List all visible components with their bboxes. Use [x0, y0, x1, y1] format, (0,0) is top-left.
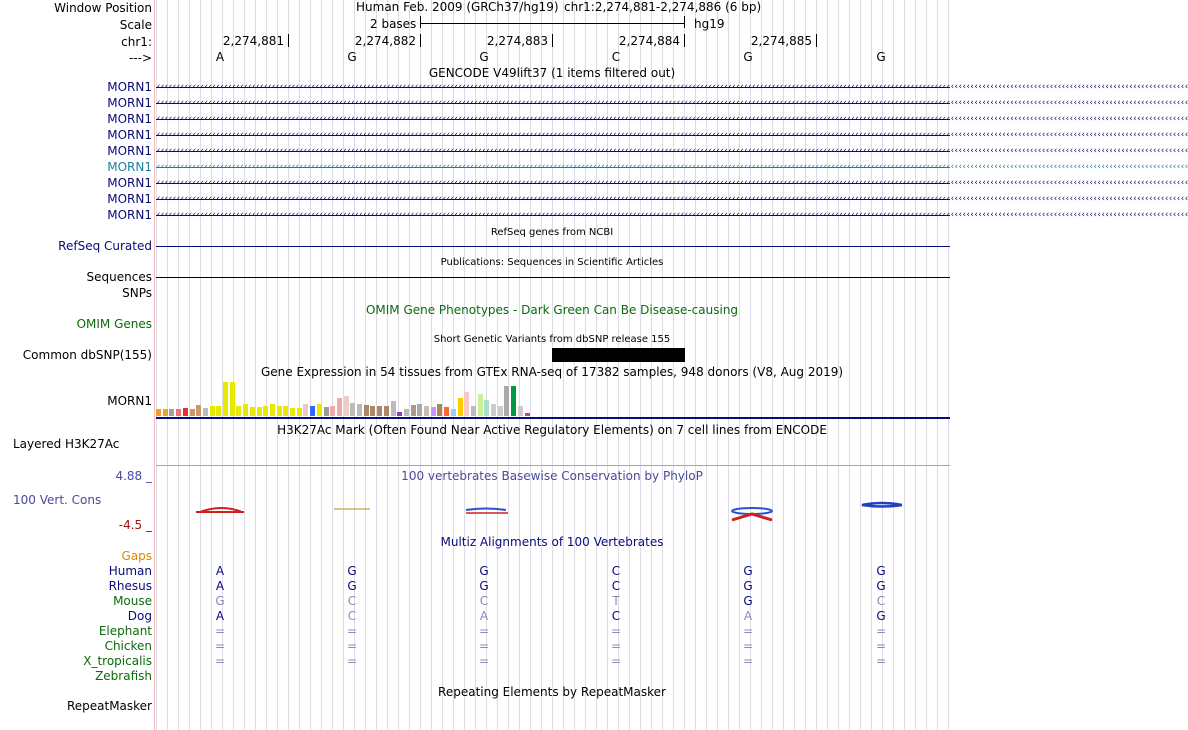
gencode-item-label[interactable]: MORN1 [107, 96, 152, 110]
gtex-bar[interactable] [384, 406, 389, 416]
grid-line [937, 0, 938, 730]
alignment-base: G [479, 579, 489, 593]
alignment-base: = [875, 639, 887, 653]
gtex-bar[interactable] [511, 386, 516, 416]
alignment-base: C [876, 594, 886, 608]
coordinate-label: 2,274,883 [486, 34, 548, 48]
gtex-bar[interactable] [478, 394, 483, 416]
gtex-bar[interactable] [370, 406, 375, 416]
alignment-base: = [214, 639, 226, 653]
reference-base: C [611, 50, 621, 64]
grid-line [189, 0, 190, 730]
gtex-bar[interactable] [417, 404, 422, 416]
grid-line [211, 0, 212, 730]
h3k27ac-baseline [156, 465, 950, 466]
grid-line [871, 0, 872, 730]
gtex-bar[interactable] [444, 407, 449, 416]
gencode-transcript[interactable]: ‹‹‹‹‹‹‹‹‹‹‹‹‹‹‹‹‹‹‹‹‹‹‹‹‹‹‹‹‹‹‹‹‹‹‹‹‹‹‹‹‹‹‹‹‹‹‹‹‹‹‹‹‹‹‹‹‹‹‹‹‹‹‹‹‹‹‹‹‹‹‹‹‹‹‹‹‹‹‹‹‹‹‹‹‹‹‹‹‹‹‹‹‹‹‹‹‹‹‹‹‹‹‹‹‹‹‹‹‹‹‹‹‹‹‹‹‹‹‹‹‹‹‹‹‹‹‹‹‹‹‹‹‹‹‹‹‹‹‹‹‹‹‹‹‹‹‹‹‹‹‹‹‹‹‹‹‹‹‹‹‹‹‹‹‹‹‹‹‹‹‹‹‹‹‹‹‹‹‹‹‹‹‹‹‹‹‹‹‹‹‹‹‹‹‹‹‹‹‹‹‹‹‹‹‹‹‹‹‹‹‹‹‹‹‹‹‹‹‹‹‹‹‹‹‹‹‹‹‹‹‹‹‹‹‹‹‹‹‹‹‹‹‹‹‹‹‹‹‹‹‹‹‹‹‹‹‹‹‹‹ [156, 210, 1188, 220]
gtex-label[interactable]: MORN1 [107, 394, 152, 408]
label-divider [154, 0, 155, 730]
phylop-title: 100 vertebrates Basewise Conservation by PhyloP [401, 469, 703, 483]
gtex-bar[interactable] [270, 404, 275, 416]
pubs-line[interactable] [156, 277, 950, 278]
species-label-chicken[interactable]: Chicken [104, 639, 152, 653]
phylop-logos [156, 498, 950, 524]
gtex-bar[interactable] [431, 407, 436, 416]
phylop-label[interactable]: 100 Vert. Cons [13, 493, 102, 507]
gencode-item-label[interactable]: MORN1 [107, 128, 152, 142]
gencode-transcript[interactable]: ‹‹‹‹‹‹‹‹‹‹‹‹‹‹‹‹‹‹‹‹‹‹‹‹‹‹‹‹‹‹‹‹‹‹‹‹‹‹‹‹‹‹‹‹‹‹‹‹‹‹‹‹‹‹‹‹‹‹‹‹‹‹‹‹‹‹‹‹‹‹‹‹‹‹‹‹‹‹‹‹‹‹‹‹‹‹‹‹‹‹‹‹‹‹‹‹‹‹‹‹‹‹‹‹‹‹‹‹‹‹‹‹‹‹‹‹‹‹‹‹‹‹‹‹‹‹‹‹‹‹‹‹‹‹‹‹‹‹‹‹‹‹‹‹‹‹‹‹‹‹‹‹‹‹‹‹‹‹‹‹‹‹‹‹‹‹‹‹‹‹‹‹‹‹‹‹‹‹‹‹‹‹‹‹‹‹‹‹‹‹‹‹‹‹‹‹‹‹‹‹‹‹‹‹‹‹‹‹‹‹‹‹‹‹‹‹‹‹‹‹‹‹‹‹‹‹‹‹‹‹‹‹‹‹‹‹‹‹‹‹‹‹‹‹‹‹‹‹‹‹‹‹‹‹‹‹‹‹‹‹ [156, 98, 1188, 108]
gtex-bar[interactable] [377, 406, 382, 416]
reference-base: G [743, 50, 753, 64]
gtex-bar[interactable] [169, 409, 174, 416]
species-label-rhesus[interactable]: Rhesus [108, 579, 152, 593]
gtex-bar[interactable] [297, 408, 302, 416]
phylop-max: 4.88 _ [115, 469, 152, 483]
coordinate-tick [816, 34, 817, 47]
gtex-bar[interactable] [451, 409, 456, 416]
alignment-base: C [347, 594, 357, 608]
gtex-bar[interactable] [464, 392, 469, 416]
alignment-base: G [876, 564, 886, 578]
species-label-human[interactable]: Human [108, 564, 152, 578]
omim-label[interactable]: OMIM Genes [76, 317, 152, 331]
species-label-dog[interactable]: Dog [127, 609, 152, 623]
alignment-base: C [611, 579, 621, 593]
scale-bar [420, 23, 684, 24]
refseq-label[interactable]: RefSeq Curated [58, 239, 152, 253]
track-labels [0, 0, 154, 730]
alignment-base: = [478, 624, 490, 638]
alignment-base: C [479, 594, 489, 608]
gtex-bar[interactable] [357, 404, 362, 416]
phylop-base-1 [196, 508, 244, 512]
gtex-bar[interactable] [163, 409, 168, 416]
coordinate-tick [684, 34, 685, 47]
gtex-bar[interactable] [283, 406, 288, 416]
gtex-bar[interactable] [525, 413, 530, 416]
gtex-bar[interactable] [176, 409, 181, 416]
alignment-base: G [347, 579, 357, 593]
gtex-bar[interactable] [391, 401, 396, 416]
pubs-title: Publications: Sequences in Scientific Articles [440, 257, 664, 268]
alignment-base: C [347, 609, 357, 623]
refseq-gene-line[interactable] [156, 246, 950, 247]
gencode-item-label[interactable]: MORN1 [107, 176, 152, 190]
gencode-item-label[interactable]: MORN1 [107, 144, 152, 158]
gtex-bar[interactable] [156, 409, 161, 416]
gtex-bar[interactable] [491, 404, 496, 416]
scale-bar-left-tick [420, 16, 421, 28]
alignment-base: = [610, 639, 622, 653]
gtex-bar[interactable] [250, 407, 255, 416]
gencode-transcript[interactable]: ‹‹‹‹‹‹‹‹‹‹‹‹‹‹‹‹‹‹‹‹‹‹‹‹‹‹‹‹‹‹‹‹‹‹‹‹‹‹‹‹‹‹‹‹‹‹‹‹‹‹‹‹‹‹‹‹‹‹‹‹‹‹‹‹‹‹‹‹‹‹‹‹‹‹‹‹‹‹‹‹‹‹‹‹‹‹‹‹‹‹‹‹‹‹‹‹‹‹‹‹‹‹‹‹‹‹‹‹‹‹‹‹‹‹‹‹‹‹‹‹‹‹‹‹‹‹‹‹‹‹‹‹‹‹‹‹‹‹‹‹‹‹‹‹‹‹‹‹‹‹‹‹‹‹‹‹‹‹‹‹‹‹‹‹‹‹‹‹‹‹‹‹‹‹‹‹‹‹‹‹‹‹‹‹‹‹‹‹‹‹‹‹‹‹‹‹‹‹‹‹‹‹‹‹‹‹‹‹‹‹‹‹‹‹‹‹‹‹‹‹‹‹‹‹‹‹‹‹‹‹‹‹‹‹‹‹‹‹‹‹‹‹‹‹‹‹‹‹‹‹‹‹‹‹‹‹‹‹‹‹ [156, 146, 1188, 156]
gtex-bar[interactable] [210, 406, 215, 416]
gtex-bar[interactable] [230, 382, 235, 416]
grid-line [849, 0, 850, 730]
gencode-item-label[interactable]: MORN1 [107, 208, 152, 222]
alignment-base: G [479, 564, 489, 578]
gtex-bar[interactable] [344, 396, 349, 416]
scale-label: Scale [119, 18, 152, 32]
alignment-base: = [875, 624, 887, 638]
browser-image[interactable] [156, 0, 1188, 730]
gtex-bar[interactable] [303, 404, 308, 416]
gencode-transcript[interactable]: ‹‹‹‹‹‹‹‹‹‹‹‹‹‹‹‹‹‹‹‹‹‹‹‹‹‹‹‹‹‹‹‹‹‹‹‹‹‹‹‹‹‹‹‹‹‹‹‹‹‹‹‹‹‹‹‹‹‹‹‹‹‹‹‹‹‹‹‹‹‹‹‹‹‹‹‹‹‹‹‹‹‹‹‹‹‹‹‹‹‹‹‹‹‹‹‹‹‹‹‹‹‹‹‹‹‹‹‹‹‹‹‹‹‹‹‹‹‹‹‹‹‹‹‹‹‹‹‹‹‹‹‹‹‹‹‹‹‹‹‹‹‹‹‹‹‹‹‹‹‹‹‹‹‹‹‹‹‹‹‹‹‹‹‹‹‹‹‹‹‹‹‹‹‹‹‹‹‹‹‹‹‹‹‹‹‹‹‹‹‹‹‹‹‹‹‹‹‹‹‹‹‹‹‹‹‹‹‹‹‹‹‹‹‹‹‹‹‹‹‹‹‹‹‹‹‹‹‹‹‹‹‹‹‹‹‹‹‹‹‹‹‹‹‹‹‹‹‹‹‹‹‹‹‹‹‹‹‹‹‹ [156, 162, 1188, 172]
gtex-bar[interactable] [498, 406, 503, 416]
grid-line [860, 0, 861, 730]
gtex-gene-line [156, 417, 950, 419]
gtex-bar[interactable] [236, 406, 241, 416]
alignment-base: = [346, 624, 358, 638]
alignment-base: G [743, 564, 753, 578]
gencode-transcript[interactable]: ‹‹‹‹‹‹‹‹‹‹‹‹‹‹‹‹‹‹‹‹‹‹‹‹‹‹‹‹‹‹‹‹‹‹‹‹‹‹‹‹‹‹‹‹‹‹‹‹‹‹‹‹‹‹‹‹‹‹‹‹‹‹‹‹‹‹‹‹‹‹‹‹‹‹‹‹‹‹‹‹‹‹‹‹‹‹‹‹‹‹‹‹‹‹‹‹‹‹‹‹‹‹‹‹‹‹‹‹‹‹‹‹‹‹‹‹‹‹‹‹‹‹‹‹‹‹‹‹‹‹‹‹‹‹‹‹‹‹‹‹‹‹‹‹‹‹‹‹‹‹‹‹‹‹‹‹‹‹‹‹‹‹‹‹‹‹‹‹‹‹‹‹‹‹‹‹‹‹‹‹‹‹‹‹‹‹‹‹‹‹‹‹‹‹‹‹‹‹‹‹‹‹‹‹‹‹‹‹‹‹‹‹‹‹‹‹‹‹‹‹‹‹‹‹‹‹‹‹‹‹‹‹‹‹‹‹‹‹‹‹‹‹‹‹‹‹‹‹‹‹‹‹‹‹‹‹‹‹‹‹ [156, 114, 1188, 124]
phylop-base-5 [862, 503, 902, 507]
alignment-base: = [610, 654, 622, 668]
alignment-base: = [346, 654, 358, 668]
grid-line [926, 0, 927, 730]
alignment-base: A [215, 579, 225, 593]
coordinate-tick [552, 34, 553, 47]
gtex-bar[interactable] [317, 404, 322, 416]
gtex-bar[interactable] [183, 408, 188, 416]
grid-line [178, 0, 179, 730]
alignment-base: C [611, 609, 621, 623]
chrom-label: chr1: [121, 35, 152, 49]
reference-base: G [876, 50, 886, 64]
alignment-base: G [876, 579, 886, 593]
gtex-bar[interactable] [484, 400, 489, 416]
dbsnp-variant[interactable] [552, 348, 685, 362]
alignment-base: A [479, 609, 489, 623]
snps-label[interactable]: SNPs [122, 286, 152, 300]
coordinate-tick [288, 34, 289, 47]
omim-title: OMIM Gene Phenotypes - Dark Green Can Be Disease-causing [365, 303, 739, 317]
gtex-bar[interactable] [458, 398, 463, 416]
scale-bar-right-tick [684, 16, 685, 28]
position-text: chr1:2,274,881-2,274,886 (6 bp) [564, 0, 762, 14]
alignment-base: A [215, 609, 225, 623]
dbsnp-title: Short Genetic Variants from dbSNP release 155 [433, 334, 671, 345]
h3k27ac-title: H3K27Ac Mark (Often Found Near Active Regulatory Elements) on 7 cell lines from ENCODE [277, 423, 827, 437]
alignment-base: = [742, 654, 754, 668]
refseq-title: RefSeq genes from NCBI [490, 227, 614, 238]
species-label-elephant[interactable]: Elephant [98, 624, 152, 638]
gtex-bar[interactable] [404, 409, 409, 416]
gencode-item-label[interactable]: MORN1 [107, 192, 152, 206]
alignment-base: G [743, 579, 753, 593]
gencode-transcript[interactable]: ‹‹‹‹‹‹‹‹‹‹‹‹‹‹‹‹‹‹‹‹‹‹‹‹‹‹‹‹‹‹‹‹‹‹‹‹‹‹‹‹‹‹‹‹‹‹‹‹‹‹‹‹‹‹‹‹‹‹‹‹‹‹‹‹‹‹‹‹‹‹‹‹‹‹‹‹‹‹‹‹‹‹‹‹‹‹‹‹‹‹‹‹‹‹‹‹‹‹‹‹‹‹‹‹‹‹‹‹‹‹‹‹‹‹‹‹‹‹‹‹‹‹‹‹‹‹‹‹‹‹‹‹‹‹‹‹‹‹‹‹‹‹‹‹‹‹‹‹‹‹‹‹‹‹‹‹‹‹‹‹‹‹‹‹‹‹‹‹‹‹‹‹‹‹‹‹‹‹‹‹‹‹‹‹‹‹‹‹‹‹‹‹‹‹‹‹‹‹‹‹‹‹‹‹‹‹‹‹‹‹‹‹‹‹‹‹‹‹‹‹‹‹‹‹‹‹‹‹‹‹‹‹‹‹‹‹‹‹‹‹‹‹‹‹‹‹‹‹‹‹‹‹‹‹‹‹‹‹‹‹ [156, 178, 1188, 188]
gtex-bar[interactable] [364, 405, 369, 416]
gtex-bar[interactable] [337, 398, 342, 416]
gtex-bar[interactable] [243, 404, 248, 416]
reference-base: G [347, 50, 357, 64]
coordinate-label: 2,274,882 [354, 34, 416, 48]
phylop-base-3 [466, 509, 508, 514]
grid-line [893, 0, 894, 730]
scale-db: hg19 [694, 17, 725, 31]
gtex-bar[interactable] [223, 382, 228, 416]
alignment-base: G [743, 594, 753, 608]
grid-line [156, 0, 157, 730]
alignment-base: A [743, 609, 753, 623]
repeat-title: Repeating Elements by RepeatMasker [438, 685, 666, 699]
scale-value: 2 bases [370, 17, 417, 31]
grid-line [244, 0, 245, 730]
gtex-bar[interactable] [424, 406, 429, 416]
grid-line [915, 0, 916, 730]
gtex-bar-chart[interactable] [156, 380, 556, 416]
alignment-base: = [875, 654, 887, 668]
window-position-label: Window Position [54, 1, 152, 15]
alignment-base: T [612, 594, 620, 608]
grid-line [200, 0, 201, 730]
gtex-bar[interactable] [471, 406, 476, 416]
grid-line [233, 0, 234, 730]
gtex-bar[interactable] [324, 407, 329, 416]
multiz-title: Multiz Alignments of 100 Vertebrates [440, 535, 664, 549]
grid-line [255, 0, 256, 730]
gtex-bar[interactable] [190, 409, 195, 416]
dbsnp-label[interactable]: Common dbSNP(155) [22, 348, 152, 362]
gtex-bar[interactable] [330, 406, 335, 416]
alignment-base: = [478, 639, 490, 653]
species-label-zebrafish[interactable]: Zebrafish [95, 669, 152, 683]
gencode-transcript[interactable]: ‹‹‹‹‹‹‹‹‹‹‹‹‹‹‹‹‹‹‹‹‹‹‹‹‹‹‹‹‹‹‹‹‹‹‹‹‹‹‹‹‹‹‹‹‹‹‹‹‹‹‹‹‹‹‹‹‹‹‹‹‹‹‹‹‹‹‹‹‹‹‹‹‹‹‹‹‹‹‹‹‹‹‹‹‹‹‹‹‹‹‹‹‹‹‹‹‹‹‹‹‹‹‹‹‹‹‹‹‹‹‹‹‹‹‹‹‹‹‹‹‹‹‹‹‹‹‹‹‹‹‹‹‹‹‹‹‹‹‹‹‹‹‹‹‹‹‹‹‹‹‹‹‹‹‹‹‹‹‹‹‹‹‹‹‹‹‹‹‹‹‹‹‹‹‹‹‹‹‹‹‹‹‹‹‹‹‹‹‹‹‹‹‹‹‹‹‹‹‹‹‹‹‹‹‹‹‹‹‹‹‹‹‹‹‹‹‹‹‹‹‹‹‹‹‹‹‹‹‹‹‹‹‹‹‹‹‹‹‹‹‹‹‹‹‹‹‹‹‹‹‹‹‹‹‹‹‹‹‹‹ [156, 194, 1188, 204]
gtex-bar[interactable] [216, 406, 221, 416]
species-label-mouse[interactable]: Mouse [113, 594, 152, 608]
gencode-transcript[interactable]: ‹‹‹‹‹‹‹‹‹‹‹‹‹‹‹‹‹‹‹‹‹‹‹‹‹‹‹‹‹‹‹‹‹‹‹‹‹‹‹‹‹‹‹‹‹‹‹‹‹‹‹‹‹‹‹‹‹‹‹‹‹‹‹‹‹‹‹‹‹‹‹‹‹‹‹‹‹‹‹‹‹‹‹‹‹‹‹‹‹‹‹‹‹‹‹‹‹‹‹‹‹‹‹‹‹‹‹‹‹‹‹‹‹‹‹‹‹‹‹‹‹‹‹‹‹‹‹‹‹‹‹‹‹‹‹‹‹‹‹‹‹‹‹‹‹‹‹‹‹‹‹‹‹‹‹‹‹‹‹‹‹‹‹‹‹‹‹‹‹‹‹‹‹‹‹‹‹‹‹‹‹‹‹‹‹‹‹‹‹‹‹‹‹‹‹‹‹‹‹‹‹‹‹‹‹‹‹‹‹‹‹‹‹‹‹‹‹‹‹‹‹‹‹‹‹‹‹‹‹‹‹‹‹‹‹‹‹‹‹‹‹‹‹‹‹‹‹‹‹‹‹‹‹‹‹‹‹‹‹‹ [156, 82, 1188, 92]
phylop-min: -4.5 _ [118, 518, 152, 532]
gtex-bar[interactable] [504, 386, 509, 416]
coordinate-label: 2,274,881 [222, 34, 284, 48]
coordinate-tick [420, 34, 421, 47]
alignment-base: = [742, 624, 754, 638]
reference-base: A [215, 50, 225, 64]
reference-base: G [479, 50, 489, 64]
alignment-base: = [742, 639, 754, 653]
gtex-bar[interactable] [290, 408, 295, 416]
gencode-transcript[interactable]: ‹‹‹‹‹‹‹‹‹‹‹‹‹‹‹‹‹‹‹‹‹‹‹‹‹‹‹‹‹‹‹‹‹‹‹‹‹‹‹‹‹‹‹‹‹‹‹‹‹‹‹‹‹‹‹‹‹‹‹‹‹‹‹‹‹‹‹‹‹‹‹‹‹‹‹‹‹‹‹‹‹‹‹‹‹‹‹‹‹‹‹‹‹‹‹‹‹‹‹‹‹‹‹‹‹‹‹‹‹‹‹‹‹‹‹‹‹‹‹‹‹‹‹‹‹‹‹‹‹‹‹‹‹‹‹‹‹‹‹‹‹‹‹‹‹‹‹‹‹‹‹‹‹‹‹‹‹‹‹‹‹‹‹‹‹‹‹‹‹‹‹‹‹‹‹‹‹‹‹‹‹‹‹‹‹‹‹‹‹‹‹‹‹‹‹‹‹‹‹‹‹‹‹‹‹‹‹‹‹‹‹‹‹‹‹‹‹‹‹‹‹‹‹‹‹‹‹‹‹‹‹‹‹‹‹‹‹‹‹‹‹‹‹‹‹‹‹‹‹‹‹‹‹‹‹‹‹‹‹‹ [156, 130, 1188, 140]
gtex-bar[interactable] [437, 404, 442, 416]
gencode-item-label[interactable]: MORN1 [107, 80, 152, 94]
alignment-base: = [214, 624, 226, 638]
gtex-bar[interactable] [518, 406, 523, 416]
gtex-bar[interactable] [263, 406, 268, 416]
pubs-label[interactable]: Sequences [86, 270, 152, 284]
grid-line [948, 0, 949, 730]
gtex-bar[interactable] [203, 408, 208, 416]
gtex-bar[interactable] [350, 403, 355, 416]
gtex-bar[interactable] [277, 406, 282, 416]
alignment-base: C [611, 564, 621, 578]
alignment-base: A [215, 564, 225, 578]
alignment-base: = [214, 654, 226, 668]
gtex-bar[interactable] [310, 406, 315, 416]
grid-line [904, 0, 905, 730]
phylop-base-4 [732, 508, 772, 520]
gtex-bar[interactable] [257, 407, 262, 416]
gtex-title: Gene Expression in 54 tissues from GTEx RNA-seq of 17382 samples, 948 donors (V8, Aug 2019) [260, 365, 844, 379]
gaps-label: Gaps [121, 549, 152, 563]
species-label-x_tropicalis[interactable]: X_tropicalis [83, 654, 152, 668]
gencode-item-label[interactable]: MORN1 [107, 112, 152, 126]
gtex-bar[interactable] [196, 405, 201, 416]
gtex-bar[interactable] [411, 405, 416, 416]
alignment-base: = [478, 654, 490, 668]
grid-line [167, 0, 168, 730]
alignment-base: G [347, 564, 357, 578]
alignment-base: = [346, 639, 358, 653]
assembly-text: Human Feb. 2009 (GRCh37/hg19) [356, 0, 559, 14]
alignment-base: G [876, 609, 886, 623]
gencode-item-label[interactable]: MORN1 [107, 160, 152, 174]
alignment-base: = [610, 624, 622, 638]
gencode-title: GENCODE V49lift37 (1 items filtered out) [428, 66, 676, 80]
repeatmasker-label[interactable]: RepeatMasker [66, 699, 152, 713]
alignment-base: G [215, 594, 225, 608]
h3k27ac-label[interactable]: Layered H3K27Ac [13, 437, 120, 451]
gtex-bar[interactable] [397, 412, 402, 416]
coordinate-label: 2,274,885 [750, 34, 812, 48]
strand-label: ---> [128, 51, 152, 65]
coordinate-label: 2,274,884 [618, 34, 680, 48]
